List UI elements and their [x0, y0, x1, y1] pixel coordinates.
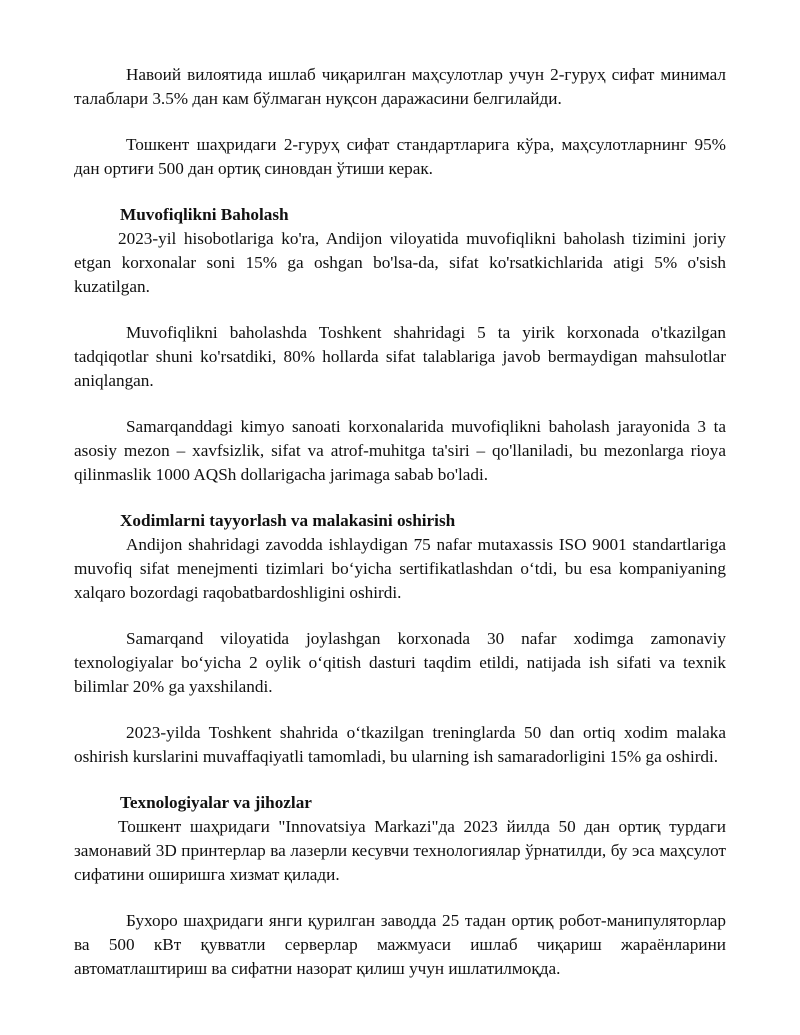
paragraph: Навоий вилоятида ишлаб чиқарилган маҳсулотлар учун 2-гуруҳ сифат минимал талаблари 3.5% дан кам бўлмаган нуқсон даражасини белгилайди.: [74, 65, 726, 108]
document-page: [74, 63, 726, 981]
paragraph: Andijon shahridagi zavodda ishlaydigan 75 nafar mutaxassis ISO 9001 standartlariga muvofiq sifat menejmenti tizimlari bo‘yicha sertifikatlashdan o‘tdi, bu esa kompaniyaning xalqaro bozordagi raqobatbardoshligini oshirdi.: [74, 535, 726, 602]
paragraph: Samarqand viloyatida joylashgan korxonada 30 nafar xodimga zamonaviy texnologiyalar bo‘yicha 2 oylik o‘qitish dasturi taqdim etildi, natijada ish sifati va texnik bilimlar 20% ga yaxshilandi.: [74, 629, 726, 696]
section-heading: Muvofiqlikni Baholash: [120, 205, 289, 224]
paragraph: Тошкент шаҳридаги 2-гуруҳ сифат стандартларига кўра, маҳсулотларнинг 95% дан ортиғи 500 дан ортиқ синовдан ўтиши керак.: [74, 135, 726, 178]
paragraph: Бухоро шаҳридаги янги қурилган заводда 25 тадан ортиқ робот-манипуляторлар ва 500 кВт қувватли серверлар мажмуаси ишлаб чиқариш жараёнларини автоматлаштириш ва сифатни назорат қилиш учун ишлатилмоқда.: [74, 911, 726, 978]
paragraph: Тошкент шаҳридаги "Innovatsiya Markazi"да 2023 йилда 50 дан ортиқ турдаги замонавий 3D принтерлар ва лазерли кесувчи технологиялар ўрнатилди, бу эса маҳсулот сифатини оширишга хизмат қилади.: [74, 817, 726, 884]
paragraph: Samarqanddagi kimyo sanoati korxonalarida muvofiqlikni baholash jarayonida 3 ta asosiy mezon – xavfsizlik, sifat va atrof-muhitga ta'siri – qo'llaniladi, bu mezonlarga rioya qilinmaslik 1000 AQSh dollarigacha jarimaga sabab bo'ladi.: [74, 417, 726, 484]
paragraph: Muvofiqlikni baholashda Toshkent shahridagi 5 ta yirik korxonada o'tkazilgan tadqiqotlar shuni ko'rsatdiki, 80% hollarda sifat talablariga javob bermaydigan mahsulotlar aniqlangan.: [74, 323, 726, 390]
section-heading: Xodimlarni tayyorlash va malakasini oshirish: [120, 511, 456, 530]
paragraph: 2023-yil hisobotlariga ko'ra, Andijon viloyatida muvofiqlikni baholash tizimini joriy etgan korxonalar soni 15% ga oshgan bo'lsa-da, sifat ko'rsatkichlarida atigi 5% o'sish kuzatilgan.: [74, 229, 726, 296]
paragraph: 2023-yilda Toshkent shahrida o‘tkazilgan treninglarda 50 dan ortiq xodim malaka oshirish kurslarini muvaffaqiyatli tamomladi, bu ularning ish samaradorligini 15% ga oshirdi.: [74, 723, 726, 766]
section-heading: Texnologiyalar va jihozlar: [120, 793, 312, 812]
